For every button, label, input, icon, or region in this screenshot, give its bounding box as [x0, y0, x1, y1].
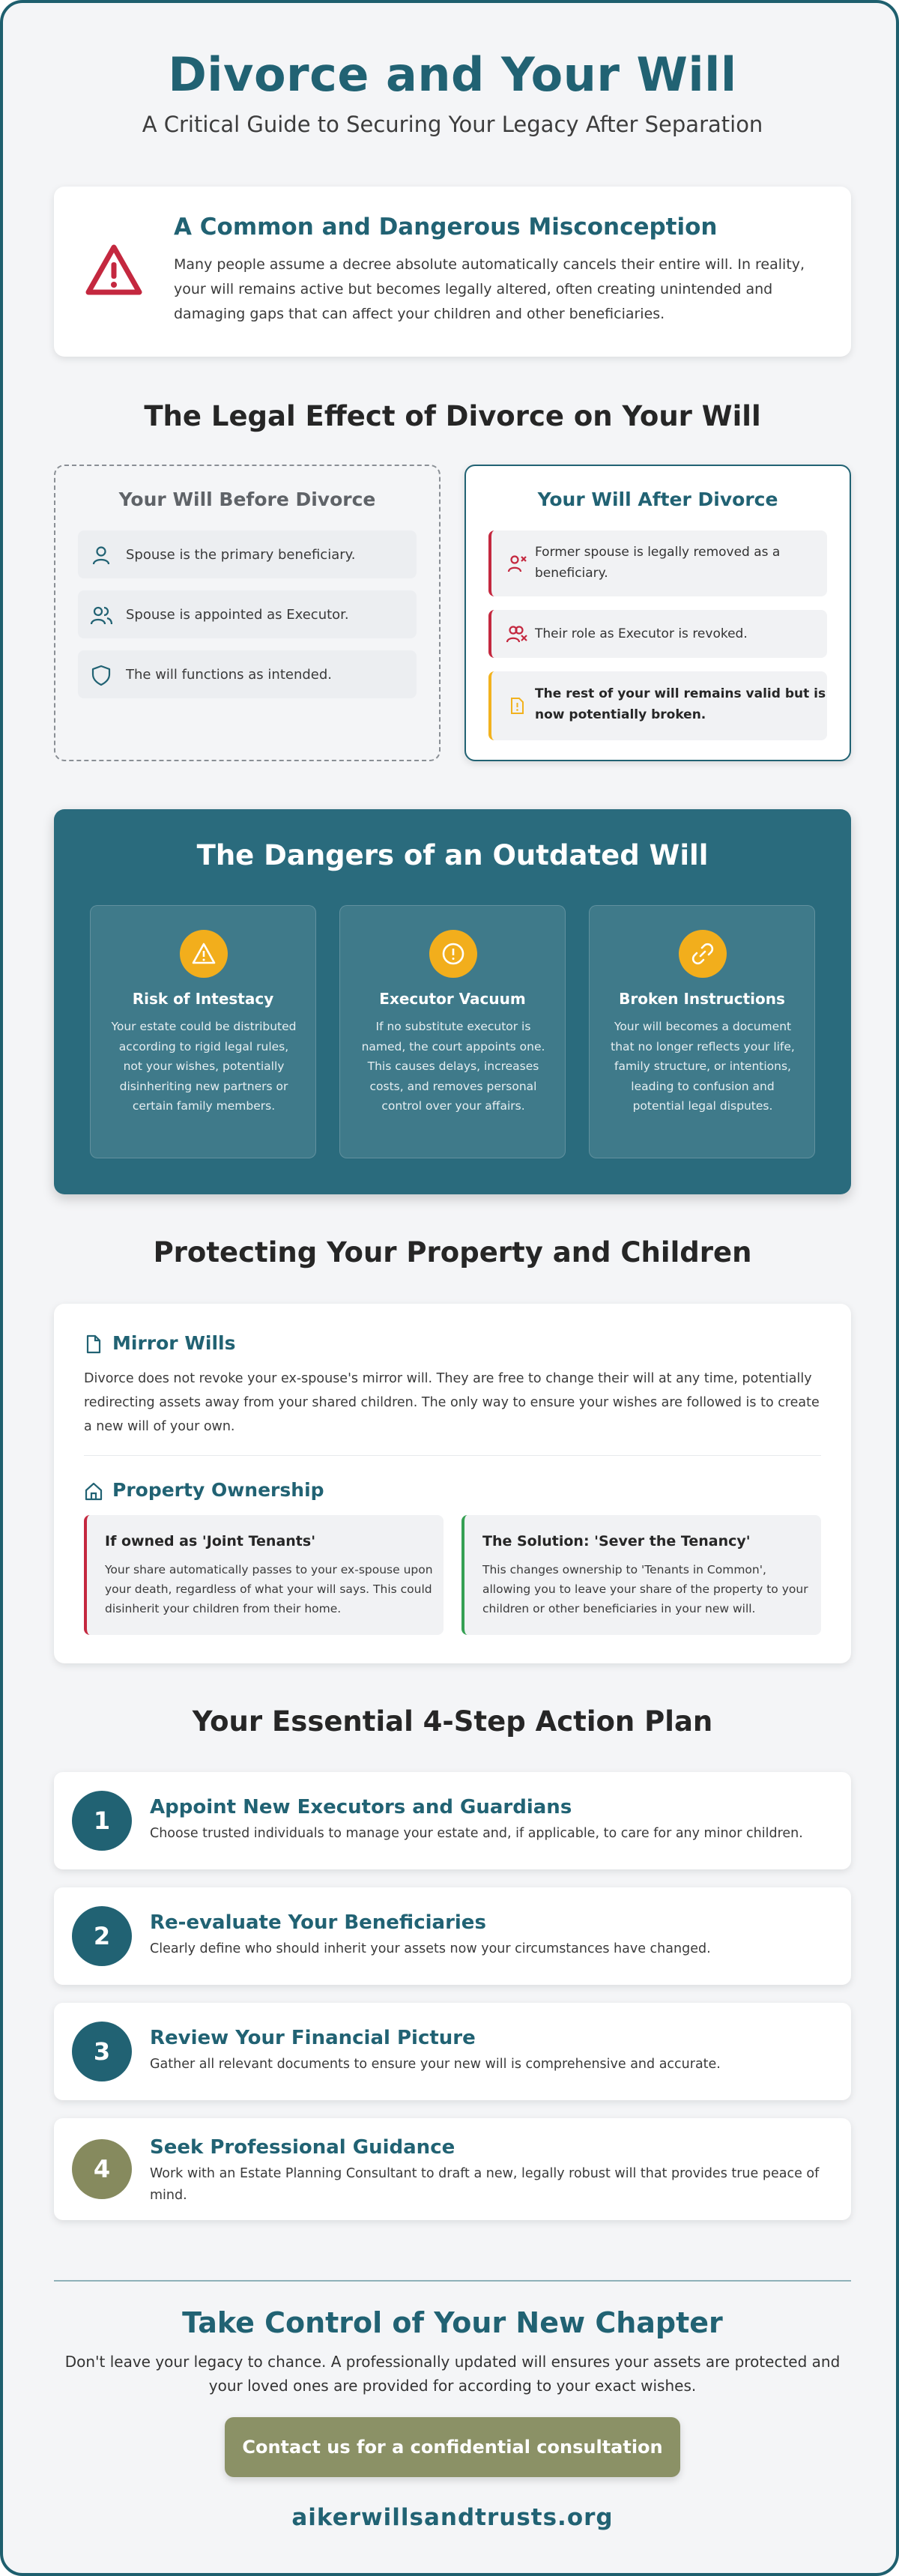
danger-card-title: Broken Instructions — [619, 990, 785, 1008]
divider — [84, 1455, 821, 1456]
step-title: Appoint New Executors and Guardians — [150, 1796, 572, 1818]
action-plan-title: Your Essential 4-Step Action Plan — [192, 1705, 713, 1738]
joint-tenants-text: Your share automatically passes to your ex-spouse upon your death, regardless of what your will says. This could disinherit your children from their home. — [105, 1563, 433, 1615]
footer-divider — [54, 2280, 851, 2282]
danger-card — [589, 905, 815, 1158]
before-item-text: The will functions as intended. — [126, 667, 333, 683]
property-ownership-title: Property Ownership — [112, 1479, 324, 1501]
joint-tenants-box — [84, 1515, 444, 1635]
after-item — [488, 530, 827, 596]
warning-triangle-icon — [84, 243, 144, 297]
step-title: Review Your Financial Picture — [150, 2027, 476, 2049]
after-title: Your Will After Divorce — [537, 489, 778, 510]
danger-card-text: If no substitute executor is named, the court appoints one. This causes delays, increases costs, and removes personal control over your affairs. — [361, 1020, 545, 1113]
mirror-wills-text: Divorce does not revoke your ex-spouse's mirror will. They are free to change their will at any time, potentially redirecting assets away from your shared children. The only way to ensure your wishes are followed is to create a new will of your own. — [84, 1371, 820, 1434]
sever-tenancy-box — [461, 1515, 821, 1635]
home-icon — [84, 1481, 103, 1502]
danger-icon-circle — [429, 930, 477, 978]
step-text: Choose trusted individuals to manage your estate and, if applicable, to care for any minor children. — [150, 1826, 803, 1841]
before-item-text: Spouse is appointed as Executor. — [126, 607, 349, 623]
step-text: Gather all relevant documents to ensure your new will is comprehensive and accurate. — [150, 2057, 721, 2072]
before-title: Your Will Before Divorce — [118, 489, 376, 510]
legal-effect-title: The Legal Effect of Divorce on Your Will — [144, 400, 761, 432]
after-item — [488, 610, 827, 658]
website-link[interactable]: aikerwillsandtrusts.org — [291, 2504, 614, 2531]
mirror-wills-title: Mirror Wills — [112, 1332, 236, 1354]
sever-tenancy-title: The Solution: 'Sever the Tenancy' — [482, 1533, 751, 1549]
joint-tenants-title: If owned as 'Joint Tenants' — [105, 1533, 316, 1549]
step-title: Re-evaluate Your Beneficiaries — [150, 1911, 486, 1934]
user-icon — [90, 544, 112, 566]
before-item — [78, 650, 417, 698]
dangers-title: The Dangers of an Outdated Will — [196, 839, 709, 871]
page-subtitle: A Critical Guide to Securing Your Legacy After Separation — [142, 112, 763, 137]
will-after-divorce-panel — [464, 465, 851, 761]
protecting-title: Protecting Your Property and Children — [153, 1236, 752, 1269]
document-icon — [84, 1334, 103, 1355]
user-x-icon — [506, 553, 527, 574]
action-step — [54, 2003, 851, 2100]
shield-icon — [90, 664, 112, 686]
danger-icon-circle — [180, 930, 228, 978]
header — [54, 45, 851, 139]
danger-card-title: Risk of Intestacy — [132, 990, 274, 1008]
will-before-divorce-panel — [54, 465, 441, 761]
danger-card — [90, 905, 316, 1158]
step-text: Work with an Estate Planning Consultant to draft a new, legally robust will that provides true peace of mind. — [150, 2166, 820, 2203]
step-number: 3 — [72, 2022, 132, 2081]
step-number: 2 — [72, 1906, 132, 1966]
after-item-text: Their role as Executor is revoked. — [535, 626, 748, 641]
danger-card-title: Executor Vacuum — [379, 990, 526, 1008]
action-step — [54, 1887, 851, 1985]
step-number: 1 — [72, 1791, 132, 1851]
page-title: Divorce and Your Will — [168, 47, 737, 102]
sever-tenancy-text: This changes ownership to 'Tenants in Common', allowing you to leave your share of the property to your children or other beneficiaries in your new will. — [482, 1563, 808, 1615]
alert-circle-icon — [440, 940, 467, 967]
warning-icon — [190, 940, 217, 967]
danger-card-text: Your will becomes a document that no longer reflects your life, family structure, or intentions, leading to confusion and potential legal disputes. — [611, 1020, 795, 1113]
action-step — [54, 1772, 851, 1869]
before-item-text: Spouse is the primary beneficiary. — [126, 547, 356, 563]
danger-card-text: Your estate could be distributed according to rigid legal rules, not your wishes, potentially disinheriting new partners or certain family members. — [111, 1020, 297, 1113]
step-title: Seek Professional Guidance — [150, 2136, 455, 2159]
misconception-title: A Common and Dangerous Misconception — [174, 214, 718, 241]
danger-icon-circle — [679, 930, 727, 978]
broken-link-icon — [689, 940, 716, 967]
before-item — [78, 530, 417, 578]
footer-text: Don't leave your legacy to chance. A professionally updated will ensures your assets are protected and your loved ones are provided for according to your exact wishes. — [64, 2353, 841, 2395]
users-icon — [90, 604, 112, 626]
misconception-text: Many people assume a decree absolute automatically cancels their entire will. In reality, your will remains active but becomes legally altered, often creating unintended and damaging gaps that can affect your children and other beneficiaries. — [174, 256, 805, 322]
document-warning-icon — [506, 695, 527, 716]
step-text: Clearly define who should inherit your assets now your circumstances have changed. — [150, 1941, 711, 1956]
after-item-text: The rest of your will remains valid but is now potentially broken. — [535, 686, 826, 722]
misconception-card — [54, 187, 851, 357]
users-x-icon — [506, 623, 527, 644]
after-item-text: Former spouse is legally removed as a beneficiary. — [535, 545, 781, 581]
dangers-section — [54, 809, 851, 1194]
footer-title: Take Control of Your New Chapter — [182, 2306, 723, 2339]
step-number: 4 — [72, 2139, 132, 2199]
after-item — [488, 671, 827, 740]
before-item — [78, 590, 417, 638]
action-step — [54, 2118, 851, 2220]
contact-consultation-button[interactable]: Contact us for a confidential consultation — [225, 2417, 680, 2477]
danger-card — [339, 905, 566, 1158]
protecting-card — [54, 1304, 851, 1663]
